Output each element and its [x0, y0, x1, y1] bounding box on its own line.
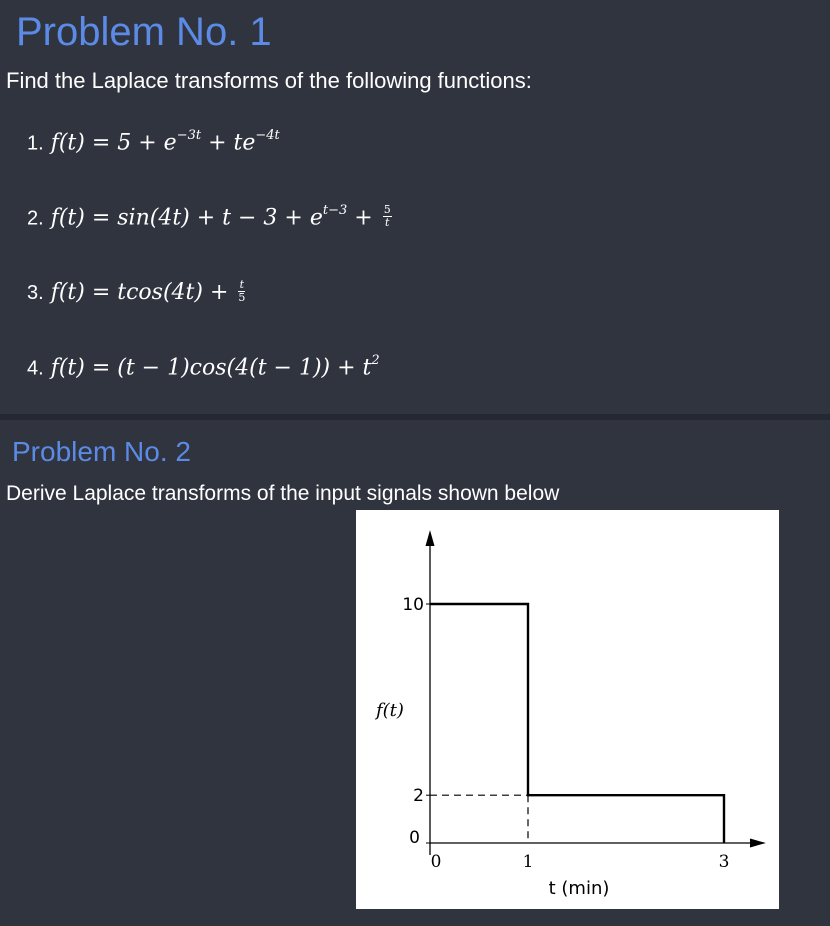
- equation-1-lhs: f(t) = 5 + e: [50, 130, 177, 156]
- x-tick-label: 3: [718, 852, 730, 872]
- equation-1-number: 1.: [27, 132, 44, 155]
- equation-1-mid: + te: [201, 130, 256, 156]
- problem2-prompt: Derive Laplace transforms of the input signals shown below: [6, 482, 560, 505]
- problem1-title: Problem No. 1: [16, 10, 272, 54]
- signal-chart-svg: [356, 510, 779, 909]
- equation-2: [27, 202, 392, 231]
- equation-2-fraction: [383, 204, 392, 229]
- equation-4-number: 4.: [27, 357, 44, 380]
- equation-1-exp1: −3t: [176, 128, 202, 143]
- x-axis-label: t (min): [548, 878, 610, 899]
- equation-1-exp2: −4t: [255, 128, 280, 143]
- y-axis-arrow: [426, 532, 434, 546]
- y-tick-label: 0: [409, 828, 420, 848]
- signal-series-line: [430, 604, 724, 843]
- x-tick-label: 1: [522, 852, 534, 872]
- y-tick-label: 2: [413, 786, 424, 807]
- equation-3-text: f(t) = tcos(4t) +: [50, 280, 236, 305]
- equation-2-text: f(t) = sin(4t) + t − 3 + e: [50, 205, 323, 231]
- equation-3-number: 3.: [27, 282, 44, 304]
- equation-4: [27, 355, 380, 380]
- equation-2-number: 2.: [27, 207, 44, 230]
- equation-4-exp: 2: [371, 353, 380, 368]
- y-tick-label: 10: [402, 595, 424, 615]
- x-axis-arrow: [750, 839, 764, 847]
- equation-3-frac-num: t: [239, 277, 245, 291]
- equation-2-frac-den: t: [384, 215, 390, 229]
- equation-3: [27, 277, 246, 306]
- equation-2-frac-num: 5: [383, 202, 391, 216]
- signal-chart: [356, 510, 779, 909]
- equation-1: [27, 130, 280, 155]
- problem1-panel: [0, 0, 830, 414]
- y-axis-label: f(t): [376, 700, 404, 721]
- x-tick-label: 0: [430, 852, 442, 872]
- equation-3-frac-den: 5: [238, 290, 246, 304]
- equation-3-fraction: [238, 279, 245, 304]
- equation-4-text: f(t) = (t − 1)cos(4(t − 1)) + t: [50, 355, 372, 381]
- equation-2-plus: +: [347, 205, 380, 231]
- equation-2-exp: t−3: [322, 203, 348, 218]
- problem2-title: Problem No. 2: [12, 436, 191, 467]
- problem1-prompt: Find the Laplace transforms of the following functions:: [6, 68, 532, 93]
